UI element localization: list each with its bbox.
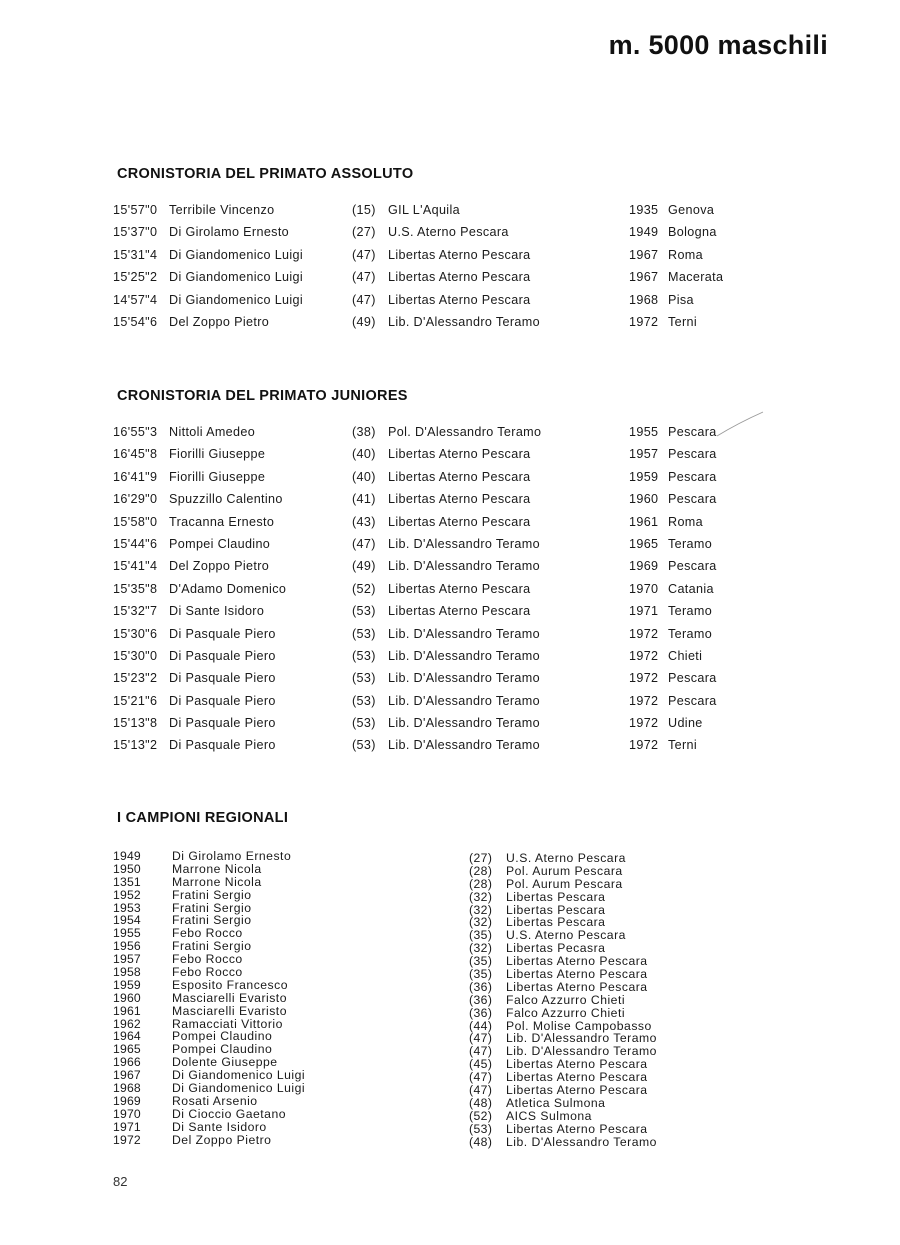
table-row: [0, 1095, 900, 1108]
table-row: [0, 1081, 900, 1098]
champion-yob: (48): [469, 1095, 493, 1110]
champion-name: Ramacciati Vittorio: [172, 1016, 283, 1031]
record-year: 1959: [629, 469, 659, 484]
champion-name: Masciarelli Evaristo: [172, 990, 287, 1005]
champion-club: Libertas Aterno Pescara: [506, 1121, 648, 1136]
champion-name: Pompei Claudino: [172, 1029, 273, 1044]
table-row: [0, 425, 900, 447]
record-name: Di Pasquale Piero: [169, 671, 276, 686]
record-year: 1969: [629, 559, 659, 574]
record-time: 15'21"6: [113, 693, 158, 708]
champion-yob: (35): [469, 928, 493, 943]
pen-stroke-mark: [715, 410, 765, 440]
record-club: Lib. D'Alessandro Teramo: [388, 314, 540, 329]
record-year: 1967: [629, 247, 659, 262]
record-club: Lib. D'Alessandro Teramo: [388, 648, 540, 663]
champion-yob: (35): [469, 954, 493, 969]
record-name: Di Sante Isidoro: [169, 604, 265, 619]
table-row: [0, 515, 900, 537]
champion-club: Libertas Aterno Pescara: [506, 1083, 648, 1098]
record-name: Terribile Vincenzo: [169, 203, 275, 217]
record-name: Spuzzillo Calentino: [169, 492, 283, 507]
record-name: Di Pasquale Piero: [169, 738, 276, 753]
champion-name: Di Sante Isidoro: [172, 1119, 267, 1134]
table-row: [0, 225, 900, 247]
table-row: [0, 889, 900, 902]
champion-year: 1955: [113, 926, 141, 941]
record-club: Lib. D'Alessandro Teramo: [388, 716, 540, 731]
record-time: 15'30"6: [113, 626, 158, 641]
record-yob: (38): [352, 425, 376, 439]
champion-name: Febo Rocco: [172, 965, 243, 980]
table-row: [0, 270, 900, 292]
champion-name: Fratini Sergio: [172, 887, 252, 902]
table-row: [0, 248, 900, 270]
record-club: Libertas Aterno Pescara: [388, 514, 531, 529]
champion-year: 1967: [113, 1068, 141, 1083]
table-row: [0, 492, 900, 514]
record-yob: (41): [352, 492, 376, 507]
record-time: 15'57"0: [113, 203, 158, 217]
champion-yob: (47): [469, 1031, 493, 1046]
record-year: 1972: [629, 693, 659, 708]
record-name: Fiorilli Giuseppe: [169, 447, 266, 462]
record-club: Pol. D'Alessandro Teramo: [388, 425, 542, 439]
champion-yob: (35): [469, 967, 493, 982]
champion-club: Libertas Pescara: [506, 889, 606, 904]
table-row: [0, 315, 900, 337]
record-year: 1972: [629, 626, 659, 641]
champion-yob: (36): [469, 979, 493, 994]
record-club: Lib. D'Alessandro Teramo: [388, 693, 540, 708]
record-year: 1949: [629, 225, 659, 240]
champion-year: 1968: [113, 1081, 141, 1096]
table-row: [0, 537, 900, 559]
champion-name: Di Giandomenico Luigi: [172, 1081, 306, 1096]
record-name: Fiorilli Giuseppe: [169, 469, 266, 484]
table-row: [0, 203, 900, 225]
record-yob: (53): [352, 648, 376, 663]
champion-name: Di Girolamo Ernesto: [172, 849, 292, 863]
record-yob: (43): [352, 514, 376, 529]
record-name: Di Giandomenico Luigi: [169, 247, 304, 262]
champion-yob: (28): [469, 876, 493, 891]
champion-year: 1965: [113, 1042, 141, 1057]
champion-club: AICS Sulmona: [506, 1108, 592, 1123]
regional-champions-table: [0, 849, 900, 1149]
record-year: 1972: [629, 314, 659, 329]
table-row: [0, 649, 900, 671]
champion-club: Lib. D'Alessandro Teramo: [506, 1044, 657, 1059]
record-city: Catania: [668, 581, 714, 596]
record-city: Teramo: [668, 536, 713, 551]
record-club: Libertas Aterno Pescara: [388, 492, 531, 507]
record-name: Di Pasquale Piero: [169, 626, 276, 641]
record-club: Libertas Aterno Pescara: [388, 469, 531, 484]
page-number: 82: [113, 1174, 128, 1189]
record-city: Macerata: [668, 270, 724, 285]
champion-year: 1966: [113, 1055, 141, 1070]
champion-club: Pol. Aurum Pescara: [506, 863, 623, 878]
record-time: 15'25"2: [113, 270, 158, 285]
table-row: [0, 876, 900, 889]
record-name: Del Zoppo Pietro: [169, 559, 270, 574]
champion-name: Marrone Nicola: [172, 874, 262, 889]
record-club: Lib. D'Alessandro Teramo: [388, 671, 540, 686]
champion-yob: (44): [469, 1018, 493, 1033]
table-row: [0, 447, 900, 469]
record-club: Libertas Aterno Pescara: [388, 581, 531, 596]
record-year: 1967: [629, 270, 659, 285]
table-row: [0, 1134, 900, 1147]
champion-club: Lib. D'Alessandro Teramo: [506, 1134, 657, 1149]
champion-name: Di Cioccio Gaetano: [172, 1106, 286, 1121]
record-yob: (53): [352, 604, 376, 619]
champion-club: Pol. Aurum Pescara: [506, 876, 623, 891]
record-name: Del Zoppo Pietro: [169, 314, 270, 329]
record-yob: (15): [352, 203, 376, 217]
record-time: 15'37"0: [113, 225, 158, 240]
record-city: Genova: [668, 203, 715, 217]
record-city: Chieti: [668, 648, 703, 663]
record-year: 1961: [629, 514, 659, 529]
record-city: Udine: [668, 716, 703, 731]
page-title: m. 5000 maschili: [608, 30, 828, 60]
table-row: [0, 1121, 900, 1134]
table-row: [0, 1108, 900, 1121]
record-name: Di Giandomenico Luigi: [169, 292, 304, 307]
record-time: 16'45"8: [113, 447, 158, 462]
champion-year: 1964: [113, 1029, 141, 1044]
champion-year: 1960: [113, 990, 141, 1005]
champion-year: 1950: [113, 861, 141, 876]
record-year: 1972: [629, 716, 659, 731]
champion-yob: (32): [469, 941, 493, 956]
record-name: Di Pasquale Piero: [169, 716, 276, 731]
record-city: Pescara: [668, 492, 717, 507]
record-club: Libertas Aterno Pescara: [388, 604, 531, 619]
table-row: [0, 1005, 900, 1018]
record-year: 1960: [629, 492, 659, 507]
champion-yob: (32): [469, 902, 493, 917]
champion-club: Libertas Pescara: [506, 902, 606, 917]
champion-year: 1351: [113, 874, 141, 889]
champion-year: 1961: [113, 1003, 141, 1018]
record-name: D'Adamo Domenico: [169, 581, 287, 596]
record-name: Di Girolamo Ernesto: [169, 225, 290, 240]
junior-record-table: [0, 425, 900, 761]
record-club: Libertas Aterno Pescara: [388, 270, 531, 285]
record-yob: (47): [352, 270, 376, 285]
record-time: 15'58"0: [113, 514, 158, 529]
record-yob: (53): [352, 738, 376, 753]
record-time: 15'44"6: [113, 536, 158, 551]
record-city: Pisa: [668, 292, 694, 307]
table-row: [0, 979, 900, 992]
champion-yob: (47): [469, 1083, 493, 1098]
record-club: Libertas Aterno Pescara: [388, 247, 531, 262]
champion-year: 1957: [113, 952, 141, 967]
record-yob: (27): [352, 225, 376, 240]
champion-yob: (53): [469, 1121, 493, 1136]
table-row: [0, 559, 900, 581]
record-year: 1935: [629, 203, 659, 217]
champion-club: Libertas Aterno Pescara: [506, 954, 648, 969]
champion-year: 1953: [113, 900, 141, 915]
record-yob: (47): [352, 247, 376, 262]
table-row: [0, 863, 900, 876]
table-row: [0, 470, 900, 492]
champion-name: Di Giandomenico Luigi: [172, 1068, 306, 1083]
record-city: Bologna: [668, 225, 717, 240]
junior-record-heading: CRONISTORIA DEL PRIMATO JUNIORES: [117, 388, 408, 404]
record-time: 15'32"7: [113, 604, 158, 619]
champion-year: 1956: [113, 939, 141, 954]
record-club: Libertas Aterno Pescara: [388, 292, 531, 307]
record-time: 15'23"2: [113, 671, 158, 686]
record-yob: (40): [352, 447, 376, 462]
champion-yob: (36): [469, 992, 493, 1007]
table-row: [0, 850, 900, 863]
record-city: Pescara: [668, 469, 717, 484]
record-yob: (47): [352, 292, 376, 307]
champion-club: Libertas Pescara: [506, 915, 606, 930]
champion-year: 1958: [113, 965, 141, 980]
record-club: Lib. D'Alessandro Teramo: [388, 536, 540, 551]
record-name: Di Pasquale Piero: [169, 648, 276, 663]
record-city: Terni: [668, 314, 698, 329]
champion-club: Libertas Aterno Pescara: [506, 979, 648, 994]
champion-name: Dolente Giuseppe: [172, 1055, 278, 1070]
record-time: 15'30"0: [113, 648, 158, 663]
champion-year: 1949: [113, 849, 141, 863]
champion-club: Falco Azzurro Chieti: [506, 1005, 626, 1020]
record-time: 16'41"9: [113, 469, 158, 484]
table-row: [0, 604, 900, 626]
record-club: Lib. D'Alessandro Teramo: [388, 559, 540, 574]
record-year: 1972: [629, 738, 659, 753]
champion-name: Masciarelli Evaristo: [172, 1003, 287, 1018]
record-name: Pompei Claudino: [169, 536, 271, 551]
record-yob: (52): [352, 581, 376, 596]
table-row: [0, 694, 900, 716]
champion-yob: (47): [469, 1070, 493, 1085]
record-city: Roma: [668, 247, 703, 262]
record-year: 1965: [629, 536, 659, 551]
record-time: 16'55"3: [113, 425, 158, 439]
record-time: 16'29"0: [113, 492, 158, 507]
champion-club: Falco Azzurro Chieti: [506, 992, 626, 1007]
champion-club: Libertas Aterno Pescara: [506, 967, 648, 982]
table-row: [0, 716, 900, 738]
record-name: Di Giandomenico Luigi: [169, 270, 304, 285]
champion-yob: (36): [469, 1005, 493, 1020]
champion-name: Marrone Nicola: [172, 861, 262, 876]
record-yob: (49): [352, 314, 376, 329]
champion-year: 1969: [113, 1093, 141, 1108]
record-time: 15'35"8: [113, 581, 158, 596]
champion-yob: (32): [469, 915, 493, 930]
record-yob: (49): [352, 559, 376, 574]
champion-club: Libertas Aterno Pescara: [506, 1070, 648, 1085]
table-row: [0, 965, 900, 982]
record-time: 14'57"4: [113, 292, 158, 307]
table-row: [0, 293, 900, 315]
record-yob: (47): [352, 536, 376, 551]
champion-club: U.S. Aterno Pescara: [506, 851, 626, 865]
record-time: 15'13"2: [113, 738, 158, 753]
champion-club: Lib. D'Alessandro Teramo: [506, 1031, 657, 1046]
champion-yob: (47): [469, 1044, 493, 1059]
record-year: 1957: [629, 447, 659, 462]
table-row: [0, 738, 900, 760]
record-city: Pescara: [668, 425, 717, 439]
champion-club: Atletica Sulmona: [506, 1095, 606, 1110]
table-row: [0, 671, 900, 693]
record-yob: (53): [352, 671, 376, 686]
record-club: Lib. D'Alessandro Teramo: [388, 626, 540, 641]
champion-name: Pompei Claudino: [172, 1042, 273, 1057]
record-club: GIL L'Aquila: [388, 203, 460, 217]
record-yob: (53): [352, 626, 376, 641]
table-row: [0, 992, 900, 1005]
record-year: 1971: [629, 604, 659, 619]
champion-name: Esposito Francesco: [172, 977, 289, 992]
champion-name: Fratini Sergio: [172, 913, 252, 928]
champion-yob: (28): [469, 863, 493, 878]
record-club: U.S. Aterno Pescara: [388, 225, 509, 240]
record-club: Libertas Aterno Pescara: [388, 447, 531, 462]
record-name: Nittoli Amedeo: [169, 425, 256, 439]
absolute-record-heading: CRONISTORIA DEL PRIMATO ASSOLUTO: [117, 166, 414, 182]
champion-year: 1954: [113, 913, 141, 928]
champion-name: Rosati Arsenio: [172, 1093, 258, 1108]
champion-club: Libertas Aterno Pescara: [506, 1057, 648, 1072]
table-row: [0, 627, 900, 649]
champion-year: 1970: [113, 1106, 141, 1121]
record-city: Teramo: [668, 604, 713, 619]
champion-year: 1971: [113, 1119, 141, 1134]
record-city: Pescara: [668, 671, 717, 686]
record-city: Roma: [668, 514, 703, 529]
champion-year: 1952: [113, 887, 141, 902]
champion-name: Del Zoppo Pietro: [172, 1132, 272, 1147]
record-yob: (53): [352, 716, 376, 731]
record-name: Di Pasquale Piero: [169, 693, 276, 708]
record-city: Terni: [668, 738, 698, 753]
record-yob: (40): [352, 469, 376, 484]
champion-club: Pol. Molise Campobasso: [506, 1018, 652, 1033]
champion-yob: (32): [469, 889, 493, 904]
champion-name: Febo Rocco: [172, 926, 243, 941]
champion-year: 1959: [113, 977, 141, 992]
record-city: Teramo: [668, 626, 713, 641]
champion-yob: (48): [469, 1134, 493, 1149]
champion-year: 1972: [113, 1132, 141, 1147]
regional-champions-heading: I CAMPIONI REGIONALI: [117, 810, 289, 826]
record-year: 1970: [629, 581, 659, 596]
record-year: 1972: [629, 648, 659, 663]
record-year: 1968: [629, 292, 659, 307]
champion-name: Fratini Sergio: [172, 900, 252, 915]
record-city: Pescara: [668, 559, 717, 574]
record-time: 15'31"4: [113, 247, 158, 262]
record-year: 1955: [629, 425, 659, 439]
record-city: Pescara: [668, 447, 717, 462]
record-city: Pescara: [668, 693, 717, 708]
champion-yob: (52): [469, 1108, 493, 1123]
record-name: Tracanna Ernesto: [169, 514, 275, 529]
record-time: 15'13"8: [113, 716, 158, 731]
table-row: [0, 582, 900, 604]
champion-club: Libertas Pecasra: [506, 941, 606, 956]
record-year: 1972: [629, 671, 659, 686]
record-yob: (53): [352, 693, 376, 708]
champion-yob: (45): [469, 1057, 493, 1072]
champion-name: Fratini Sergio: [172, 939, 252, 954]
record-time: 15'41"4: [113, 559, 158, 574]
record-club: Lib. D'Alessandro Teramo: [388, 738, 540, 753]
champion-name: Febo Rocco: [172, 952, 243, 967]
champion-year: 1962: [113, 1016, 141, 1031]
champion-club: U.S. Aterno Pescara: [506, 928, 626, 943]
champion-yob: (27): [469, 851, 493, 865]
absolute-record-table: [0, 203, 900, 337]
record-time: 15'54"6: [113, 314, 158, 329]
